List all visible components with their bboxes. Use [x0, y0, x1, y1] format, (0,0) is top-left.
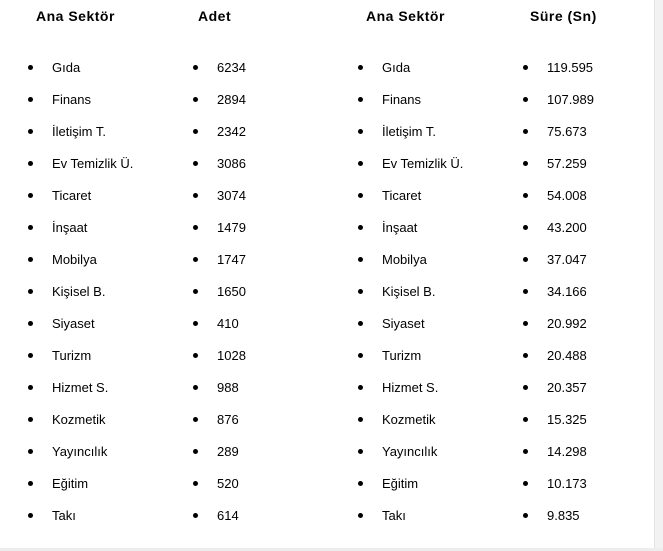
sector-item-text: Mobilya	[382, 252, 427, 267]
duration-item-text: 107.989	[547, 92, 594, 107]
sector-item-text: Gıda	[382, 60, 411, 75]
count-item-text: 3086	[217, 156, 246, 171]
sector-item-text: İnşaat	[382, 220, 418, 235]
bullet-icon	[358, 65, 363, 70]
bullet-icon	[193, 289, 198, 294]
sector-item-text: Kozmetik	[52, 412, 106, 427]
sector-item	[28, 155, 198, 187]
bullet-icon	[193, 97, 198, 102]
duration-item	[523, 155, 663, 187]
sector-item	[28, 347, 198, 379]
bullet-icon	[28, 513, 33, 518]
bullet-icon	[193, 353, 198, 358]
bullet-icon	[523, 129, 528, 134]
duration-item-text: 119.595	[547, 60, 594, 75]
bullet-icon	[193, 129, 198, 134]
count-item	[193, 219, 363, 251]
sector-item	[358, 475, 528, 507]
bullet-icon	[28, 289, 33, 294]
bullet-icon	[523, 481, 528, 486]
count-item-text: 876	[217, 412, 239, 427]
bullet-icon	[28, 353, 33, 358]
bullet-icon	[358, 193, 363, 198]
duration-item	[523, 123, 663, 155]
bullet-icon	[28, 321, 33, 326]
bullet-icon	[523, 321, 528, 326]
bullet-icon	[28, 65, 33, 70]
bullet-icon	[523, 97, 528, 102]
bullet-icon	[193, 65, 198, 70]
duration-item-text: 9.835	[547, 508, 580, 523]
count-item	[193, 347, 363, 379]
duration-item-text: 20.992	[547, 316, 587, 331]
bullet-icon	[358, 385, 363, 390]
bullet-icon	[193, 449, 198, 454]
header-count: Adet	[198, 8, 232, 24]
sector-item-text: Kişisel B.	[52, 284, 106, 299]
duration-item	[523, 475, 663, 507]
sector-item-text: Yayıncılık	[382, 444, 438, 459]
bullet-icon	[523, 65, 528, 70]
sector-item-text: Mobilya	[52, 252, 97, 267]
duration-list	[523, 59, 663, 539]
count-item	[193, 411, 363, 443]
count-list	[193, 59, 363, 539]
count-item	[193, 91, 363, 123]
count-item-text: 988	[217, 380, 239, 395]
sector-item-text: Ticaret	[382, 188, 422, 203]
duration-item-text: 54.008	[547, 188, 587, 203]
sector-item-text: Siyaset	[52, 316, 95, 331]
duration-item-text: 10.173	[547, 476, 587, 491]
sector-item	[28, 187, 198, 219]
sector-item	[358, 283, 528, 315]
count-item	[193, 315, 363, 347]
sector-item-text: Takı	[382, 508, 406, 523]
sector-item	[28, 315, 198, 347]
bullet-icon	[28, 193, 33, 198]
duration-item	[523, 411, 663, 443]
bullet-icon	[358, 449, 363, 454]
header-sector-duration: Ana Sektör	[366, 8, 445, 24]
duration-item-text: 20.488	[547, 348, 587, 363]
duration-item	[523, 347, 663, 379]
count-item-text: 1479	[217, 220, 246, 235]
sector-item	[358, 347, 528, 379]
sector-item-text: Finans	[382, 92, 422, 107]
bullet-icon	[193, 193, 198, 198]
bullet-icon	[523, 225, 528, 230]
duration-item-text: 75.673	[547, 124, 587, 139]
bullet-icon	[523, 417, 528, 422]
sector-item-text: Ev Temizlik Ü.	[52, 156, 134, 171]
page-edge-right	[654, 0, 663, 551]
bullet-icon	[193, 225, 198, 230]
bullet-icon	[28, 481, 33, 486]
sector-item-text: Hizmet S.	[52, 380, 109, 395]
bullet-icon	[28, 129, 33, 134]
count-item-text: 6234	[217, 60, 246, 75]
sector-item-text: Siyaset	[382, 316, 425, 331]
sector-item	[28, 219, 198, 251]
bullet-icon	[523, 289, 528, 294]
sector-item-text: Eğitim	[382, 476, 419, 491]
sector-item	[358, 315, 528, 347]
header-sector-count: Ana Sektör	[36, 8, 115, 24]
duration-item	[523, 443, 663, 475]
duration-item-text: 20.357	[547, 380, 587, 395]
sector-list-right	[358, 59, 528, 539]
count-item	[193, 507, 363, 539]
sector-item	[28, 91, 198, 123]
count-item	[193, 123, 363, 155]
sector-item	[28, 475, 198, 507]
sector-item	[28, 59, 198, 91]
duration-item	[523, 91, 663, 123]
bullet-icon	[523, 385, 528, 390]
sector-item	[358, 251, 528, 283]
header-duration: Süre (Sn)	[530, 8, 597, 24]
bullet-icon	[523, 449, 528, 454]
sector-item	[358, 379, 528, 411]
bullet-icon	[523, 353, 528, 358]
sector-item-text: Turizm	[52, 348, 92, 363]
sector-item-text: Kişisel B.	[382, 284, 436, 299]
count-item	[193, 59, 363, 91]
sector-item	[358, 155, 528, 187]
sector-item-text: Turizm	[382, 348, 422, 363]
duration-item	[523, 251, 663, 283]
duration-item	[523, 219, 663, 251]
bullet-icon	[193, 321, 198, 326]
bullet-icon	[358, 353, 363, 358]
sector-item	[28, 443, 198, 475]
count-item	[193, 283, 363, 315]
sector-item-text: Hizmet S.	[382, 380, 439, 395]
bullet-icon	[358, 257, 363, 262]
bullet-icon	[193, 161, 198, 166]
duration-item	[523, 59, 663, 91]
sector-item	[28, 507, 198, 539]
duration-item	[523, 187, 663, 219]
bullet-icon	[523, 161, 528, 166]
bullet-icon	[358, 321, 363, 326]
duration-item-text: 57.259	[547, 156, 587, 171]
count-item-text: 520	[217, 476, 239, 491]
sector-list-left	[28, 59, 198, 539]
sector-item-text: Ticaret	[52, 188, 92, 203]
count-item	[193, 475, 363, 507]
sector-item	[358, 443, 528, 475]
sector-item	[28, 283, 198, 315]
sector-item-text: Takı	[52, 508, 76, 523]
bullet-icon	[523, 513, 528, 518]
bullet-icon	[358, 289, 363, 294]
count-item	[193, 155, 363, 187]
sector-item-text: İletişim T.	[52, 124, 106, 139]
duration-item	[523, 283, 663, 315]
count-item-text: 2894	[217, 92, 246, 107]
duration-item	[523, 379, 663, 411]
sector-item	[358, 187, 528, 219]
bullet-icon	[358, 97, 363, 102]
count-item-text: 1650	[217, 284, 246, 299]
count-item-text: 410	[217, 316, 239, 331]
bullet-icon	[358, 161, 363, 166]
bullet-icon	[28, 257, 33, 262]
bullet-icon	[523, 257, 528, 262]
sector-item	[28, 123, 198, 155]
count-item	[193, 251, 363, 283]
bullet-icon	[28, 97, 33, 102]
duration-item-text: 43.200	[547, 220, 587, 235]
bullet-icon	[193, 481, 198, 486]
count-item	[193, 443, 363, 475]
bullet-icon	[358, 417, 363, 422]
count-item-text: 289	[217, 444, 239, 459]
duration-item	[523, 315, 663, 347]
bullet-icon	[28, 225, 33, 230]
sector-item	[358, 411, 528, 443]
count-item	[193, 379, 363, 411]
count-item-text: 614	[217, 508, 239, 523]
sector-item	[358, 507, 528, 539]
sector-item-text: Gıda	[52, 60, 81, 75]
sector-item-text: İnşaat	[52, 220, 88, 235]
sector-item	[358, 91, 528, 123]
sector-item-text: Finans	[52, 92, 92, 107]
sector-item-text: İletişim T.	[382, 124, 436, 139]
sector-item	[28, 379, 198, 411]
sector-item	[358, 123, 528, 155]
sector-item	[358, 59, 528, 91]
bullet-icon	[28, 385, 33, 390]
sector-item	[28, 251, 198, 283]
bullet-icon	[28, 417, 33, 422]
sector-item	[358, 219, 528, 251]
bullet-icon	[358, 129, 363, 134]
duration-item-text: 14.298	[547, 444, 587, 459]
sector-item-text: Kozmetik	[382, 412, 436, 427]
duration-item-text: 34.166	[547, 284, 587, 299]
count-item-text: 1028	[217, 348, 246, 363]
sector-item-text: Ev Temizlik Ü.	[382, 156, 464, 171]
bullet-icon	[193, 417, 198, 422]
sector-item-text: Yayıncılık	[52, 444, 108, 459]
sector-item-text: Eğitim	[52, 476, 89, 491]
bullet-icon	[523, 193, 528, 198]
bullet-icon	[28, 449, 33, 454]
duration-item-text: 37.047	[547, 252, 587, 267]
bullet-icon	[358, 225, 363, 230]
count-item-text: 1747	[217, 252, 246, 267]
duration-item	[523, 507, 663, 539]
count-item-text: 3074	[217, 188, 246, 203]
count-item-text: 2342	[217, 124, 246, 139]
bullet-icon	[358, 481, 363, 486]
bullet-icon	[358, 513, 363, 518]
sector-item	[28, 411, 198, 443]
duration-item-text: 15.325	[547, 412, 587, 427]
bullet-icon	[193, 385, 198, 390]
bullet-icon	[193, 513, 198, 518]
bullet-icon	[28, 161, 33, 166]
count-item	[193, 187, 363, 219]
bullet-icon	[193, 257, 198, 262]
